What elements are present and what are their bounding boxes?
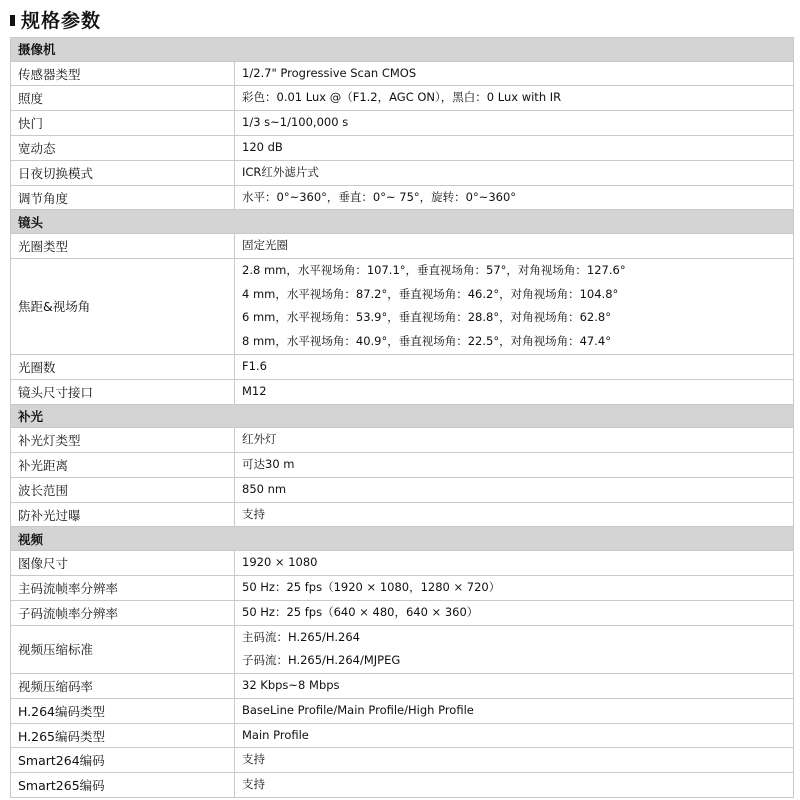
spec-row — [11, 379, 794, 404]
spec-value — [235, 234, 794, 259]
spec-value-line: BaseLine Profile/Main Profile/High Profile — [242, 702, 474, 717]
spec-label: 镜头尺寸接口 — [11, 379, 235, 404]
spec-value-line: 可达30 m — [242, 457, 295, 472]
spec-row — [11, 773, 794, 798]
spec-label: 传感器类型 — [11, 61, 235, 86]
spec-table — [10, 37, 794, 798]
spec-row — [11, 234, 794, 259]
spec-value-line: 红外灯 — [242, 432, 277, 447]
spec-label: Smart264编码 — [11, 748, 235, 773]
spec-value-line: 8 mm，水平视场角：40.9°，垂直视场角：22.5°，对角视场角：47.4° — [242, 334, 611, 349]
section-header-row — [11, 404, 794, 428]
spec-value — [235, 698, 794, 723]
spec-value-line: 50 Hz：25 fps（640 × 480，640 × 360） — [242, 604, 479, 619]
spec-value — [235, 428, 794, 453]
spec-row — [11, 477, 794, 502]
spec-row — [11, 698, 794, 723]
spec-label: 光圈类型 — [11, 234, 235, 259]
spec-value-line: 子码流：H.265/H.264/MJPEG — [242, 653, 401, 668]
spec-value — [235, 379, 794, 404]
spec-value-line: M12 — [242, 383, 267, 398]
spec-row — [11, 258, 794, 354]
spec-value-line: 32 Kbps~8 Mbps — [242, 678, 340, 693]
spec-table-body — [11, 38, 794, 798]
spec-value — [235, 477, 794, 502]
spec-row — [11, 551, 794, 576]
spec-label: 防补光过曝 — [11, 502, 235, 527]
spec-label: H.265编码类型 — [11, 723, 235, 748]
spec-value-line: 固定光圈 — [242, 238, 288, 253]
spec-row — [11, 575, 794, 600]
spec-value-line: 主码流：H.265/H.264 — [242, 629, 360, 644]
spec-value — [235, 185, 794, 210]
spec-label: H.264编码类型 — [11, 698, 235, 723]
spec-row — [11, 600, 794, 625]
spec-value-line: 支持 — [242, 777, 265, 792]
spec-row — [11, 136, 794, 161]
spec-label: 图像尺寸 — [11, 551, 235, 576]
spec-row — [11, 674, 794, 699]
spec-value — [235, 723, 794, 748]
spec-value — [235, 502, 794, 527]
spec-label: 视频压缩标准 — [11, 625, 235, 674]
spec-label: 光圈数 — [11, 355, 235, 380]
spec-label: 主码流帧率分辨率 — [11, 575, 235, 600]
spec-value-line: 彩色：0.01 Lux @（F1.2，AGC ON），黑白：0 Lux with IR — [242, 90, 562, 105]
spec-value-line: 50 Hz：25 fps（1920 × 1080，1280 × 720） — [242, 579, 501, 594]
section-title: 视频 — [11, 527, 794, 551]
spec-value — [235, 625, 794, 674]
spec-value-line: 水平：0°~360°，垂直：0°~ 75°，旋转：0°~360° — [242, 189, 517, 204]
spec-label: 照度 — [11, 86, 235, 111]
section-title: 摄像机 — [11, 38, 794, 62]
page-header — [10, 4, 101, 34]
spec-value — [235, 136, 794, 161]
spec-value-line: 1/2.7" Progressive Scan CMOS — [242, 65, 417, 80]
section-title: 镜头 — [11, 210, 794, 234]
spec-value-line: 1/3 s~1/100,000 s — [242, 115, 349, 130]
spec-value — [235, 355, 794, 380]
spec-value-line: 850 nm — [242, 481, 287, 496]
spec-label: 调节角度 — [11, 185, 235, 210]
spec-value-line: 支持 — [242, 506, 265, 521]
spec-value — [235, 86, 794, 111]
spec-value-line: ICR红外滤片式 — [242, 164, 319, 179]
spec-row — [11, 428, 794, 453]
spec-label: 视频压缩码率 — [11, 674, 235, 699]
spec-row — [11, 86, 794, 111]
spec-row — [11, 61, 794, 86]
spec-label: 快门 — [11, 111, 235, 136]
spec-row — [11, 160, 794, 185]
spec-value-line: 支持 — [242, 752, 265, 767]
spec-value — [235, 111, 794, 136]
spec-row — [11, 748, 794, 773]
spec-row — [11, 185, 794, 210]
spec-label: 波长范围 — [11, 477, 235, 502]
spec-value-line: 2.8 mm，水平视场角：107.1°，垂直视场角：57°，对角视场角：127.6° — [242, 262, 626, 277]
spec-value-line: 1920 × 1080 — [242, 555, 318, 570]
spec-value — [235, 453, 794, 478]
spec-label: Smart265编码 — [11, 773, 235, 798]
spec-value-line: 6 mm，水平视场角：53.9°，垂直视场角：28.8°，对角视场角：62.8° — [242, 310, 611, 325]
spec-row — [11, 111, 794, 136]
spec-value — [235, 600, 794, 625]
spec-value-line: 4 mm，水平视场角：87.2°，垂直视场角：46.2°，对角视场角：104.8° — [242, 286, 619, 301]
spec-label: 宽动态 — [11, 136, 235, 161]
page-title: 规格参数 — [21, 9, 102, 32]
spec-value — [235, 748, 794, 773]
spec-label: 焦距&视场角 — [11, 258, 235, 354]
section-header-row — [11, 527, 794, 551]
spec-value — [235, 551, 794, 576]
section-header-row — [11, 210, 794, 234]
section-title: 补光 — [11, 404, 794, 428]
spec-value — [235, 575, 794, 600]
spec-value — [235, 61, 794, 86]
spec-value — [235, 160, 794, 185]
spec-label: 子码流帧率分辨率 — [11, 600, 235, 625]
spec-row — [11, 502, 794, 527]
spec-value-line: F1.6 — [242, 359, 267, 374]
spec-label: 日夜切换模式 — [11, 160, 235, 185]
spec-value-line: Main Profile — [242, 727, 309, 742]
spec-value-line: 120 dB — [242, 140, 283, 155]
spec-value — [235, 773, 794, 798]
spec-label: 补光距离 — [11, 453, 235, 478]
spec-label: 补光灯类型 — [11, 428, 235, 453]
spec-value — [235, 674, 794, 699]
spec-row — [11, 723, 794, 748]
title-bullet-icon — [10, 15, 15, 26]
spec-row — [11, 355, 794, 380]
spec-row — [11, 453, 794, 478]
spec-value — [235, 258, 794, 354]
section-header-row — [11, 38, 794, 62]
spec-row — [11, 625, 794, 674]
